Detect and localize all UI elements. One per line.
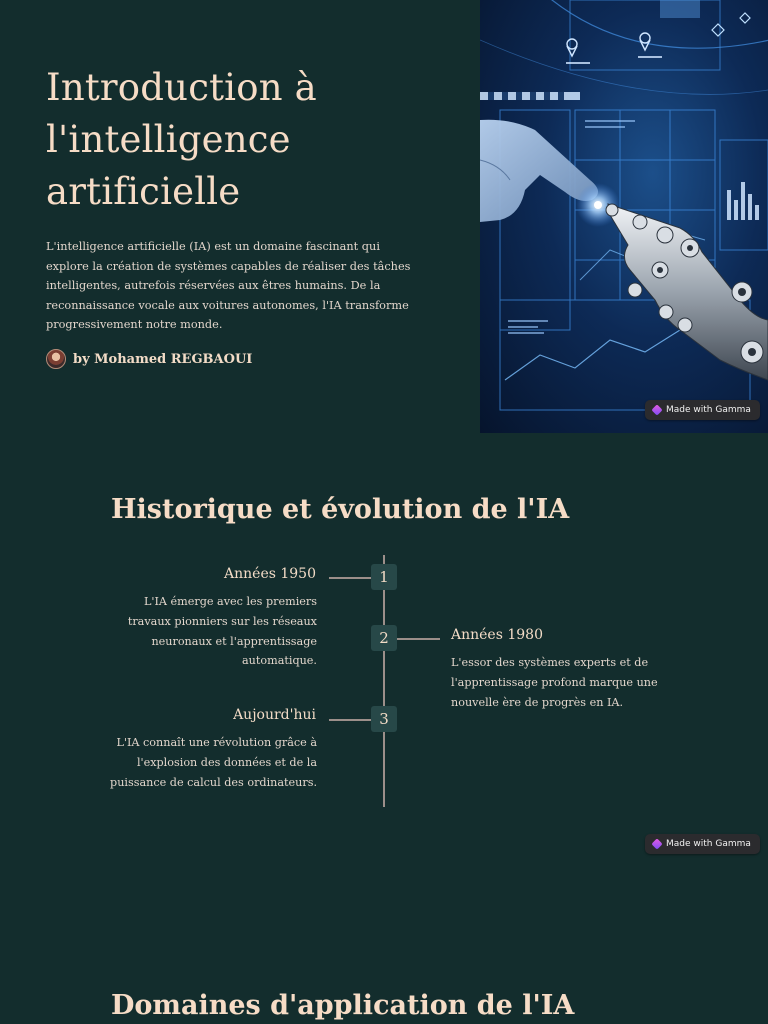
timeline-text-1: L'IA émerge avec les premiers travaux pionniers sur les réseaux neuronaux et l'apprentissage automatique. (127, 595, 317, 668)
timeline-node-3: 3 (371, 706, 397, 732)
author-line (46, 348, 252, 370)
timeline-text-2: L'essor des systèmes experts et de l'apprentissage profond marque une nouvelle ère de progrès en IA. (451, 656, 658, 709)
timeline-connector (329, 577, 371, 579)
badge-label: Made with Gamma (666, 405, 751, 415)
gamma-logo-icon (651, 404, 662, 415)
timeline-axis (383, 555, 385, 807)
gamma-logo-icon (651, 838, 662, 849)
section-title: Historique et évolution de l'IA (111, 494, 570, 525)
badge-label: Made with Gamma (666, 839, 751, 849)
timeline-text-3: L'IA connaît une révolution grâce à l'explosion des données et de la puissance de calcul des ordinateurs. (110, 736, 317, 789)
timeline-connector (397, 638, 440, 640)
timeline-heading-3: Aujourd'hui (233, 707, 316, 723)
timeline-node-1: 1 (371, 564, 397, 590)
timeline-node-2: 2 (371, 625, 397, 651)
hero-section (0, 0, 768, 433)
timeline-connector (329, 719, 371, 721)
hero-description: L'intelligence artificielle (IA) est un domaine fascinant qui explore la création de systèmes capables de réaliser des tâches intelligentes, autrefois réservées aux êtres humains. De la reconnaissance vocale aux voitures autonomes, l'IA transforme progressivement notre monde. (46, 240, 411, 332)
timeline-heading-2: Années 1980 (451, 627, 543, 643)
made-with-gamma-badge[interactable] (645, 400, 760, 420)
section-title: Domaines d'application de l'IA (111, 990, 575, 1021)
timeline-heading-1: Années 1950 (224, 566, 316, 582)
made-with-gamma-badge[interactable] (645, 834, 760, 854)
avatar (46, 349, 66, 369)
hero-title: Introduction à l'intelligence artificielle (46, 66, 317, 213)
robot-hand-image (480, 0, 768, 433)
author-name: by Mohamed REGBAOUI (73, 351, 253, 367)
